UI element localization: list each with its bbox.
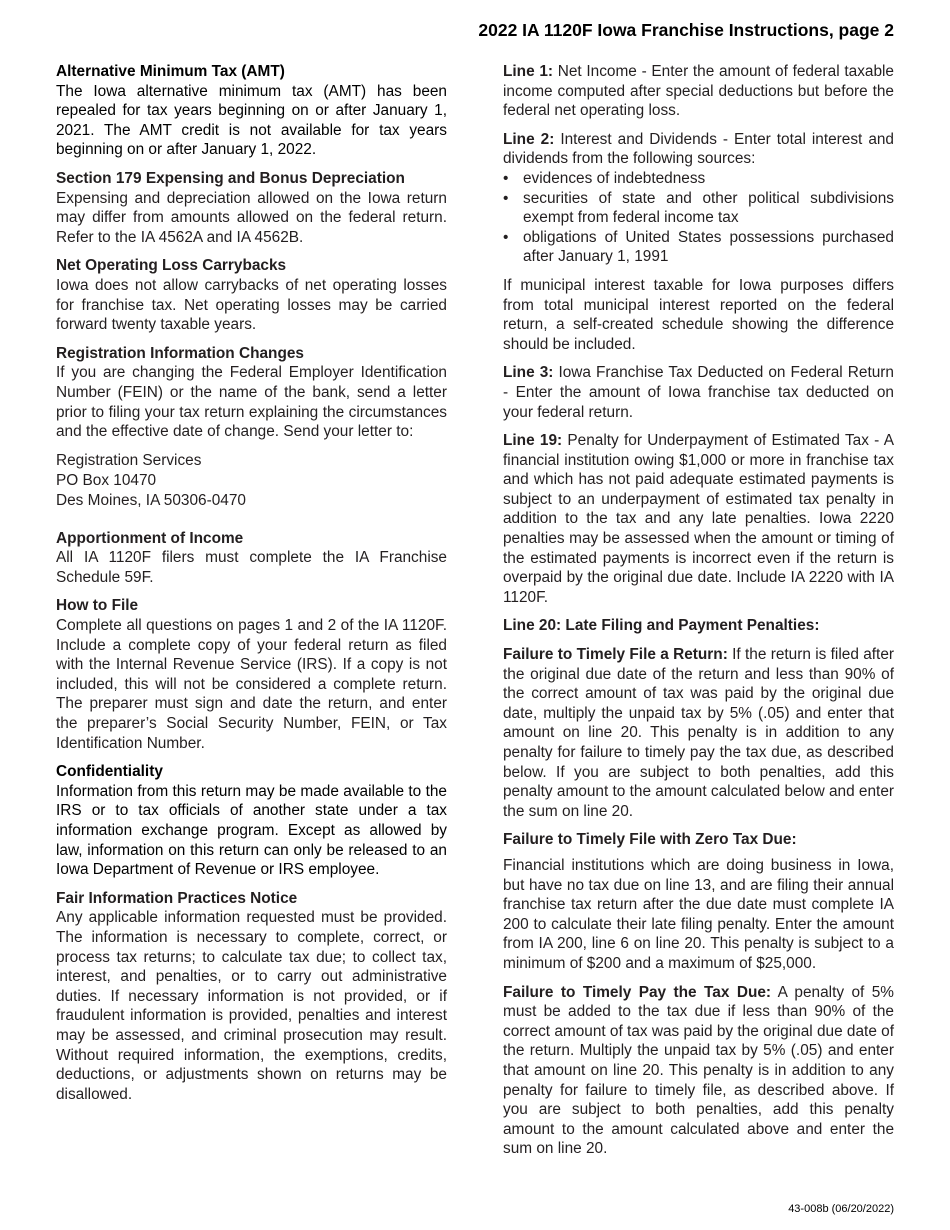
section-apportionment — [56, 529, 447, 588]
section-fair-info — [56, 889, 447, 1105]
address-line: Registration Services — [56, 451, 202, 469]
line-body: Net Income - Enter the amount of federal taxable income computed after special deductions but before the federal net operating loss. — [503, 63, 894, 120]
section-heading: Line 20: Late Filing and Payment Penalties: — [503, 617, 820, 635]
line-label: Line 3: — [503, 364, 554, 382]
section-179 — [56, 169, 447, 247]
line-body: Penalty for Underpayment of Estimated Tax - A financial institution owing $1,000 or more in franchise tax and which has not paid adequate estimated payments is subject to an underpayment of estimated tax penalty in addition to the tax and any late penalties. Iowa 2220 penalties may be assessed when the amount or timing of the estimated payments is incorrect even if the return is overpaid by the original due date. Include IA 2220 with IA 1120F. — [503, 432, 894, 606]
line-label: Line 2: — [503, 130, 555, 148]
section-line-1 — [503, 62, 894, 121]
section-body: Iowa does not allow carrybacks of net operating losses for franchise tax. Net operating losses may be carried forward twenty taxable years. — [56, 276, 447, 334]
section-heading: Net Operating Loss Carrybacks — [56, 257, 287, 275]
section-heading: Fair Information Practices Notice — [56, 889, 298, 907]
right-column — [503, 62, 894, 1168]
subsection-body: A penalty of 5% must be added to the tax due if less than 90% of the correct amount of tax was paid by the original due date of the return. Multiply the unpaid tax by 5% (.05) and enter that amount on line 20. This penalty is in addition to any penalty for failure to timely file, as described above. If you are subject to both penalties, add this penalty amount to the amount calculated above and enter the sum on line 20. — [503, 983, 894, 1158]
left-column — [56, 62, 447, 1113]
source-list — [503, 169, 894, 267]
section-heading: Registration Information Changes — [56, 344, 304, 362]
subsection-label: Failure to Timely Pay the Tax Due: — [503, 983, 772, 1001]
line-2-note — [503, 276, 894, 354]
section-body: All IA 1120F filers must complete the IA Franchise Schedule 59F. — [56, 549, 447, 586]
section-amt — [56, 62, 447, 160]
section-how-to-file — [56, 596, 447, 753]
subsection-body: If the return is filed after the original due date of the return and less than 90% of the correct amount of tax was paid by the original due date, multiply the unpaid tax by 5% (.05) and enter that amount on line 20. This penalty is in addition to any penalty for failure to timely pay the tax due, as described below. If you are subject to both penalties, add this penalty amount to the amount calculated below and enter the sum on line 20. — [503, 646, 895, 820]
section-failure-to-file — [503, 645, 894, 821]
section-body: If you are changing the Federal Employer Identification Number (FEIN) or the name of the bank, send a letter prior to filing your tax return explaining the circumstances and the effective date of change. Send your letter to: — [56, 364, 447, 441]
section-body: Any applicable information requested must be provided. The information is necessary to complete, correct, or process tax returns; to calculate tax due; to collect tax, interest, and penalties, or to carry out administrative duties. If necessary information is not provided, or if fraudulent information is provided, penalties and interest may be assessed, and criminal prosecution may result. Without required information, the exemptions, credits, deductions, or adjustments shown on returns may be disallowed. — [56, 909, 447, 1103]
section-failure-to-pay — [503, 983, 894, 1159]
address-line: PO Box 10470 — [56, 471, 157, 489]
form-id-footer: 43-008b (06/20/2022) — [788, 1203, 894, 1215]
section-body: Financial institutions which are doing business in Iowa, but have no tax due on line 13, and are filing their annual franchise tax return after the due date must complete IA 200 to calculate their late filing penalty. Enter the amount from IA 200, line 6 on line 20. This penalty is subject to a minimum of $200 and a maximum of $25,000. — [503, 856, 894, 972]
section-line-3 — [503, 363, 894, 422]
section-body: The Iowa alternative minimum tax (AMT) has been repealed for tax years beginning on or after January 1, 2021. The AMT credit is not available for tax years beginning on or after January 1, 2022. — [56, 82, 447, 159]
page-title: 2022 IA 1120F Iowa Franchise Instructions, page 2 — [478, 20, 894, 40]
section-heading: Alternative Minimum Tax (AMT) — [56, 63, 285, 80]
address-line: Des Moines, IA 50306-0470 — [56, 491, 246, 509]
section-zero-tax — [503, 830, 894, 973]
section-heading: Failure to Timely File with Zero Tax Due: — [503, 831, 797, 849]
section-line-2 — [503, 130, 894, 267]
section-registration — [56, 344, 447, 442]
section-body: Expensing and depreciation allowed on the Iowa return may differ from amounts allowed on the federal return. Refer to the IA 4562A and IA 4562B. — [56, 189, 447, 246]
mailing-address — [56, 451, 447, 511]
section-nol — [56, 256, 447, 334]
line-body: Interest and Dividends - Enter total interest and dividends from the following sources: — [503, 130, 894, 168]
section-line-20-heading — [503, 616, 894, 636]
section-body: Information from this return may be made available to the IRS or to tax officials of another state under a tax information exchange program. Except as allowed by law, information on this return can only be released to an Iowa Department of Revenue or IRS employee. — [56, 782, 447, 879]
subsection-label: Failure to Timely File a Return: — [503, 646, 728, 664]
section-confidentiality — [56, 762, 447, 880]
line-body: Iowa Franchise Tax Deducted on Federal Return - Enter the amount of Iowa franchise tax deducted on your federal return. — [503, 364, 894, 421]
section-heading: How to File — [56, 597, 139, 615]
line-label: Line 1: — [503, 63, 554, 80]
list-item: • obligations of United States possessions purchased after January 1, 1991 — [523, 228, 894, 267]
section-body: Complete all questions on pages 1 and 2 of the IA 1120F. Include a complete copy of your federal return as filed with the Internal Revenue Service (IRS). If a copy is not included, this will not be considered a complete return. The preparer must sign and date the return, and enter the preparer’s Social Security Number, FEIN, or Tax Identification Number. — [56, 617, 447, 752]
section-line-19 — [503, 431, 894, 607]
line-label: Line 19: — [503, 432, 563, 450]
list-item: • evidences of indebtedness — [523, 169, 894, 189]
section-heading: Apportionment of Income — [56, 529, 244, 547]
section-heading: Section 179 Expensing and Bonus Depreciation — [56, 169, 405, 187]
section-heading: Confidentiality — [56, 763, 163, 781]
section-body: If municipal interest taxable for Iowa purposes differs from total municipal interest reported on the federal return, a self-created schedule showing the difference should be included. — [503, 276, 894, 353]
list-item: • securities of state and other political subdivisions exempt from federal income tax — [523, 189, 894, 228]
